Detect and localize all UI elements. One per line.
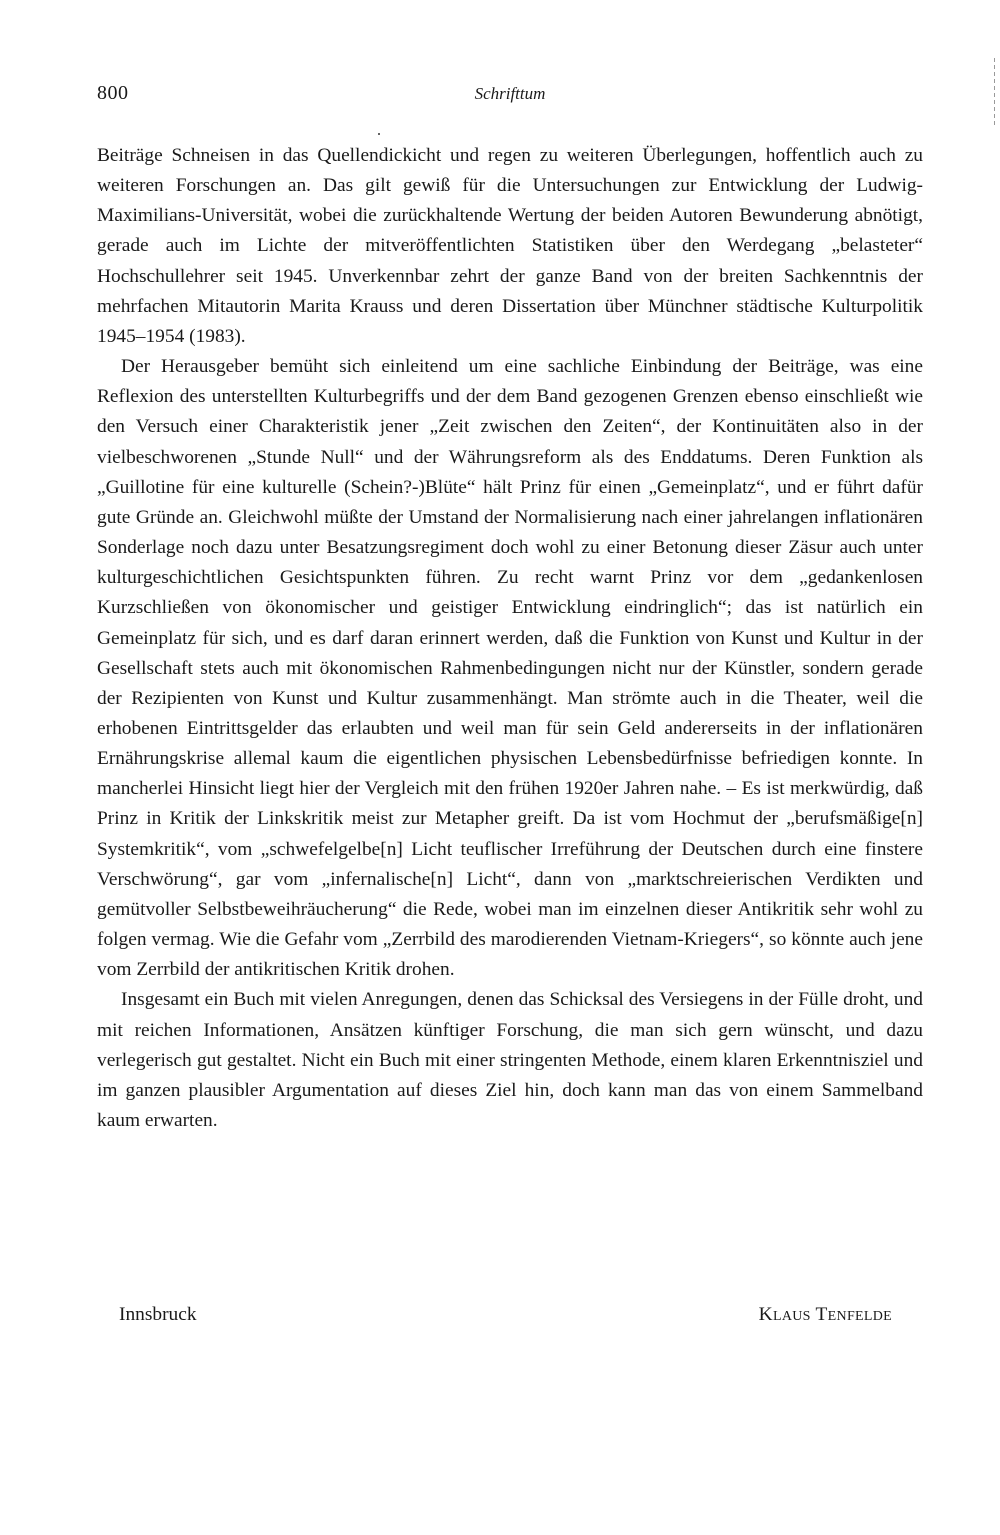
paragraph-2: Der Herausgeber bemüht sich einleitend um eine sachliche Einbindung der Beiträge, was eine Reflexion des unterstellten Kulturbegriffs und der dem Band gezogenen Grenzen ebenso einschließt wie den Versuch einer Charakteristik jener „Zeit zwischen den Zeiten“, der Kontinuitäten also in der vielbeschworenen „Stunde Null“ und der Währungsreform als des Enddatums. Deren Funktion als „Guillotine für eine kulturelle (Schein?-)Blüte“ hält Prinz für einen „Gemeinplatz“, und er führt dafür gute Gründe an. Gleichwohl müßte der Umstand der Normalisierung nach einer jahrelangen inflationären Sonderlage noch dazu unter Besatzungsregiment doch wohl zu einer Betonung dieser Zäsur auch unter kulturgeschichtlichen Gesichtspunkten führen. Zu recht warnt Prinz vor dem „gedankenlosen Kurzschließen von ökonomischer und geistiger Entwicklung eindringlich“; das ist natürlich ein Gemeinplatz für sich, und es darf daran erinnert werden, daß die Funktion von Kunst und Kultur in der Gesellschaft stets auch mit ökonomischen Rahmenbedingungen nicht nur der Künstler, sondern gerade der Rezipienten von Kunst und Kultur zusammenhängt. Man strömte auch in die Theater, weil die erhobenen Eintrittsgelder das erlaubten und weil man für sein Geld andererseits in der inflationären Ernährungskrise allemal kaum die eigentlichen physischen Lebensbedürfnisse befriedigen konnte. In mancherlei Hinsicht liegt hier der Vergleich mit den frühen 1920er Jahren nahe. – Es ist merkwürdig, daß Prinz in Kritik der Linkskritik meist zur Metapher greift. Da ist vom Hochmut der „berufsmäßige[n] Systemkritik“, vom „schwefelgelbe[n] Licht teuflischer Irreführung der Deutschen durch eine finstere Verschwörung“, gar vom „infernalische[n] Licht“, dann von „marktschreierischen Verdikten und gemütvoller Selbstbeweihräucherung“ die Rede, wobei man im einzelnen dieser Antikritik sehr wohl zu folgen vermag. Wie die Gefahr vom „Zerrbild des marodierenden Vietnam-Kriegers“, so könnte auch jene vom Zerrbild der antikritischen Kritik drohen.	[97, 356, 923, 981]
running-title: Schrifttum	[474, 84, 546, 103]
signature-author: Klaus Tenfelde	[758, 1304, 892, 1325]
margin-scan-mark	[994, 58, 995, 128]
paragraph-1: Beiträge Schneisen in das Quellendickicht und regen zu weiteren Überlegungen, hoffentlich auch zu weiteren Forschungen an. Das gilt gewiß für die Untersuchungen zur Entwicklung der Ludwig-Maximilians-Universität, wobei die zurückhaltende Wertung der beiden Autoren Bewunderung abnötigt, gerade auch im Lichte der mitveröffentlichten Statistiken über den Werdegang „belasteter“ Hochschullehrer seit 1945. Unverkennbar zehrt der ganze Band von der breiten Sachkenntnis der mehrfachen Mitautorin Marita Krauss und deren Dissertation über Münchner städtische Kulturpolitik 1945–1954 (1983).	[97, 145, 923, 347]
signature-place: Innsbruck	[119, 1304, 197, 1325]
paragraph-3: Insgesamt ein Buch mit vielen Anregungen, denen das Schicksal des Versiegens in der Fülle droht, und mit reichen Informationen, Ansätzen künftiger Forschung, die man sich gern wünscht, und dazu verlegerisch gut gestaltet. Nicht ein Buch mit einer stringenten Methode, einem klaren Erkenntnisziel und im ganzen plausibler Argumentation auf dieses Ziel hin, doch kann man das von einem Sammelband kaum erwarten.	[97, 989, 923, 1131]
signature-line	[119, 1300, 892, 1330]
print-speck	[378, 133, 380, 135]
article-body	[97, 141, 923, 1136]
page-number: 800	[97, 82, 129, 104]
